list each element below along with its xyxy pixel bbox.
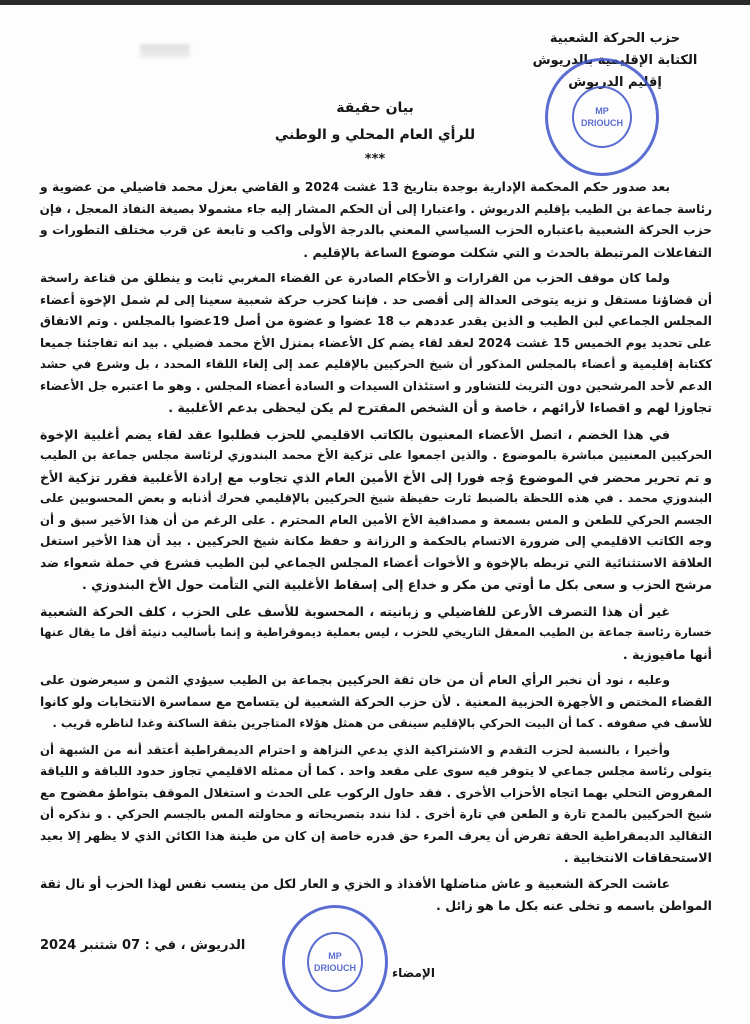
text-line: وأخيرا ، بالنسبة لحزب التقدم و الاشتراكية الذي يدعي النزاهة و احترام الديمقراطية أعتقد أنه من الشبهة أن [40,742,670,757]
text-line: تجاوزا لهم و اقصاءا لأرائهم ، خاصة و أن الشخص المقترح لم يكن ليحظى بدعم الأغلبية . [168,400,712,415]
paragraph [40,268,712,419]
text-line: الحركيين المعنيين مباشرة بالموضوع . والذين اجمعوا على تزكية الأخ محمد البندوزي لرئاسة مجلس جماعة بن الطيب [40,448,712,462]
text-line: و تم تحرير محضر في الموضوع وُجه فورا إلى الأخ الأمين العام الذي تجاوب مع إرادة الأغلبية فقرر تزكية الأخ [40,469,712,485]
office-name: الكتابة الإقليمية بالدريوش [532,53,698,68]
paragraph [40,424,712,596]
text-line: العلاقة الاستثنائية التي تربطه بالإخوة و الأخوات أعضاء المجلس الجماعي لبن الطيب فشرع في حملة شعواء ضد [40,555,712,570]
stamp-text-driouch: DRIOUCH [314,963,356,973]
text-line: أنها مافيوزية . [622,646,712,662]
text-line: بعد صدور حكم المحكمة الإدارية بوجدة بتاريخ 13 غشت 2024 و القاضي بعزل محمد فاضيلي من عضوية و [40,180,671,194]
province-name: إقليم الدريوش [568,75,662,90]
text-line: أن قضاؤنا مستقل و نزيه يتوخى العدالة إلى أقصى حد . فإننا كحزب حركة شعبية سعينا إلى لم شمل الإخوة أعضاء [40,292,712,307]
text-line: البندوزي محمد . في هذه اللحظة بالضبط ثارت حفيظة شيخ الحركيين بالإقليمي فحرك أذنابه و بعض المحسوبين على [40,491,712,505]
text-line: في هذا الخضم ، اتصل الأعضاء المعنيون بالكاتب الاقليمي للحزب فطلبوا عقد لقاء يضم أغلبية الإخوة [40,426,670,442]
text-line: وعليه ، نود أن نخبر الرأي العام أن من خان ثقة الحركيين بجماعة بن الطيب سيؤدي الثمن و سيعرضون على [40,673,670,687]
top-border [0,0,750,5]
text-line: التقاليد الديمقراطية الحقة تفرض أن يعرف المرء حق قدره خاصة إن كان من طينة هذا الكائن الذي لا يظهر إلا بعيد [40,828,712,843]
party-stamp-bottom [282,905,388,1019]
paragraph [40,874,712,917]
text-line: غير أن هذا التصرف الأرعن للفاضيلي و زبانيته ، المحسوبة للأسف على الحزب ، كلف الحركة الشعبية [40,603,670,619]
signature-label: الإمضاء [392,966,435,980]
stamp-text-driouch: DRIOUCH [581,118,623,128]
title-separator: *** [364,152,386,167]
text-line: الجسم الحركي للطعن و المس بسمعة و مصداقية الأخ الأمين العام المحترم . على الرغم من أن هذا الأخير سبق و أن [40,512,712,527]
text-line: ولما كان موقف الحزب من القرارات و الأحكام الصادرة عن القضاء المغربي ثابت و ينطلق من قناعة راسخة [40,271,670,285]
text-line: يتولى رئاسة مجلس جماعي لا يتوفر فيه سوى على مقعد واحد . كما أن ممثله الاقليمي تجاوز حدود اللباقة و اللياقة [40,764,712,778]
text-line: الاستحقاقات الانتخابية . [563,850,712,865]
text-line: حزب الحركة الشعبية باعتباره الحزب السياسي المعني بالدرجة الأولى واكب و تابعة عن قرب مختلف التطورات و [40,223,712,237]
statement-body [40,177,712,922]
text-line: للأسف في صفوفه . كما أن البيت الحركي بالإقليم سينقى من همثل هؤلاء المتاجرين بثقة الساكنة وغدا لناظره قريب . [52,716,712,730]
document-subtitle: للرأي العام المحلي و الوطني [274,127,476,143]
paragraph [40,670,712,735]
text-line: المواطن باسمه و تخلى عنه بكل ما هو زائل . [436,898,712,913]
text-line: رئاسة جماعة بن الطيب بإقليم الدريوش . واعتبارا إلى أن الحكم المشار إليه جاء مشمولا بصيغة النفاذ المعجل ، فإن [39,201,712,216]
stamp-text-mp: MP [328,951,342,961]
text-line: وجه الكاتب الاقليمي إلى ضرورة الاتسام بالحكمة و الرزانة و حفظ مكانة شيخ الحركيين . بيد أن هذا الأخير استغل [40,534,712,548]
text-line: التفاعلات المرتبطة بالحدث و التي شكلت موضوع الساعة بالإقليم . [303,244,712,260]
text-line: مرشح الحزب و سعى بكل ما أوتي من مكر و خداع إلى إسقاط الأغلبية التي التأمت حول الأخ البندوزي . [81,577,712,592]
text-line: الدعم لأحد المرشحين دون التريث للتشاور و استئذان السيدات و السادة أعضاء المجلس . وهو ما اعتبره جل الأعضاء [40,378,712,393]
paragraph [40,177,712,263]
text-line: عاشت الحركة الشعبية و عاش مناضلها الأفذاذ و الخزي و العار لكل من ينسب نفس لهذا الحزب أو نال ثقة [39,876,670,891]
document-title: بيان حقيقة [336,100,414,116]
place-date: الدريوش ، في : 07 شتنبر 2024 [40,938,246,953]
faint-header-mark [140,44,190,58]
party-name: حزب الحركة الشعبية [549,31,681,46]
text-line: القضاء المختص و الأجهزة الحزبية المعنية . لأن حزب الحركة الشعبية لن يتسامح مع سماسرة الانتخابات ولو كانوا [40,694,712,709]
text-line: شيخ الحركيين بالمدح تارة و الطعن في تارة أخرى . لذا نندد بتصريحاته و محاولته المس بالجسم الحركي . و نذكره أن [40,807,712,821]
stamp-text [307,950,363,974]
paragraph [40,601,712,666]
text-line: ككتابة إقليمية و أعضاء بالمجلس المذكور أن شيخ الحركيين بالإقليم عمد إلى إلغاء اللقاء المحدد ، بل وشرع في حشد [40,357,712,371]
text-line: على تحديد يوم الخميس 15 غشت 2024 لعقد لقاء يضم كل الأعضاء بمنزل الأخ محمد فضيلي . بيد انه تفاجئنا جميعا [40,335,713,350]
text-line: المفروض التحلي بهما اتجاه الأحزاب الأخرى . فقد حاول الركوب على الحدث و استغلال الموقف بتواطؤ مفضوح مع [40,785,712,800]
stamp-text-mp: MP [595,106,609,116]
text-line: المجلس الجماعي لبن الطيب و الذين يقدر عددهم ب 18 عضوا و عضوة من أصل 19عضوا بالمجلس . وتم الاتفاق [40,314,713,328]
text-line: خسارة رئاسة جماعة بن الطيب المعقل التاريخي للحزب ، ليس بعملية ديموقراطية و إنما بأساليب دنيئة أقل ما يقال عنها [40,625,712,639]
paragraph [40,740,712,869]
